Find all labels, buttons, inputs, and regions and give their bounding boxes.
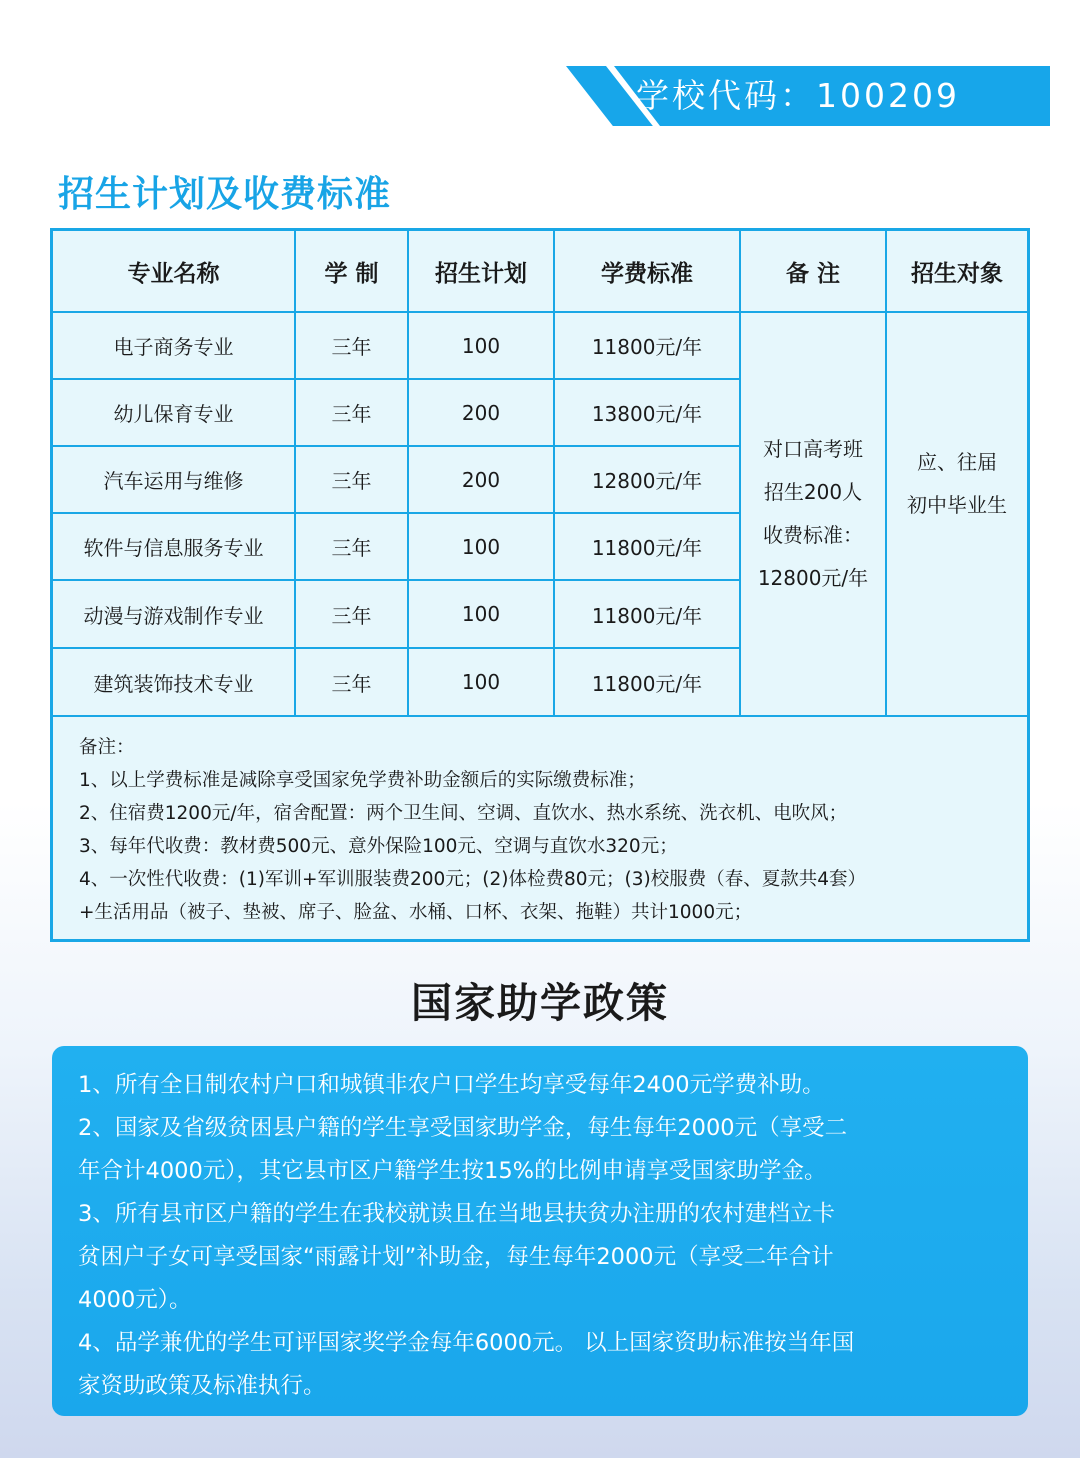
section-title: 招生计划及收费标准 bbox=[58, 174, 392, 215]
header-remark: 备 注 bbox=[741, 231, 887, 313]
policy-line: 3、所有县市区户籍的学生在我校就读且在当地县扶贫办注册的农村建档立卡 bbox=[78, 1201, 835, 1227]
table-row-major: 幼儿保育专业 bbox=[53, 380, 296, 447]
policy-line: 1、所有全日制农村户口和城镇非农户口学生均享受每年2400元学费补助。 bbox=[78, 1072, 825, 1098]
table-row-duration: 三年 bbox=[296, 313, 409, 380]
fee-notes bbox=[79, 731, 1009, 929]
table-row-plan: 200 bbox=[409, 380, 555, 447]
remark-cell bbox=[741, 313, 887, 717]
table-row-plan: 100 bbox=[409, 313, 555, 380]
remark-line: 招生200人 bbox=[763, 480, 863, 504]
table-row-duration: 三年 bbox=[296, 380, 409, 447]
header-major: 专业名称 bbox=[53, 231, 296, 313]
note-line: 3、每年代收费：教材费500元、意外保险100元、空调与直饮水320元； bbox=[79, 836, 678, 857]
note-line: +生活用品（被子、垫被、席子、脸盆、水桶、口杯、衣架、拖鞋）共计1000元； bbox=[79, 902, 753, 923]
note-line: 1、以上学费标准是减除享受国家免学费补助金额后的实际缴费标准； bbox=[79, 770, 646, 791]
remark-line: 对口高考班 bbox=[763, 437, 863, 461]
notes-heading: 备注： bbox=[79, 737, 135, 758]
table-row-duration: 三年 bbox=[296, 514, 409, 581]
table-row-plan: 100 bbox=[409, 514, 555, 581]
table-row-fee: 12800元/年 bbox=[555, 447, 741, 514]
table-row-plan: 100 bbox=[409, 649, 555, 717]
policy-line: 4000元）。 bbox=[78, 1287, 192, 1313]
policy-line: 贫困户子女可享受国家“雨露计划”补助金，每生每年2000元（享受二年合计 bbox=[78, 1244, 834, 1270]
table-row-duration: 三年 bbox=[296, 649, 409, 717]
fee-table-grid bbox=[53, 231, 1027, 717]
table-row-duration: 三年 bbox=[296, 581, 409, 649]
table-row-duration: 三年 bbox=[296, 447, 409, 514]
table-row-fee: 11800元/年 bbox=[555, 581, 741, 649]
table-row-major: 软件与信息服务专业 bbox=[53, 514, 296, 581]
policy-line: 2、国家及省级贫困县户籍的学生享受国家助学金，每生每年2000元（享受二 bbox=[78, 1115, 848, 1141]
table-row-major: 建筑装饰技术专业 bbox=[53, 649, 296, 717]
header-duration: 学 制 bbox=[296, 231, 409, 313]
policy-line: 4、品学兼优的学生可评国家奖学金每年6000元。 以上国家资助标准按当年国 bbox=[78, 1330, 855, 1356]
table-row-fee: 13800元/年 bbox=[555, 380, 741, 447]
school-code-text: 学校代码：100209 bbox=[636, 76, 960, 115]
header-fee: 学费标准 bbox=[555, 231, 741, 313]
header-plan: 招生计划 bbox=[409, 231, 555, 313]
note-line: 2、住宿费1200元/年，宿舍配置：两个卫生间、空调、直饮水、热水系统、洗衣机、电吹风； bbox=[79, 803, 848, 824]
table-row-plan: 200 bbox=[409, 447, 555, 514]
policy-title: 国家助学政策 bbox=[411, 979, 669, 1027]
remark-line: 12800元/年 bbox=[757, 566, 869, 590]
fee-table bbox=[50, 228, 1030, 942]
target-cell bbox=[887, 313, 1027, 717]
table-row-major: 动漫与游戏制作专业 bbox=[53, 581, 296, 649]
table-row-fee: 11800元/年 bbox=[555, 649, 741, 717]
policy-box bbox=[52, 1046, 1028, 1416]
policy-line: 家资助政策及标准执行。 bbox=[78, 1373, 326, 1399]
table-row-fee: 11800元/年 bbox=[555, 514, 741, 581]
school-code-banner bbox=[566, 66, 1050, 126]
table-row-major: 电子商务专业 bbox=[53, 313, 296, 380]
remark-line: 收费标准： bbox=[763, 523, 863, 547]
table-row-fee: 11800元/年 bbox=[555, 313, 741, 380]
target-line: 初中毕业生 bbox=[907, 493, 1007, 517]
target-line: 应、往届 bbox=[917, 450, 997, 474]
table-row-major: 汽车运用与维修 bbox=[53, 447, 296, 514]
header-target: 招生对象 bbox=[887, 231, 1027, 313]
note-line: 4、一次性代收费：(1)军训+军训服装费200元；(2)体检费80元；(3)校服费（春、夏款共4套） bbox=[79, 869, 867, 890]
policy-line: 年合计4000元），其它县市区户籍学生按15%的比例申请享受国家助学金。 bbox=[78, 1158, 827, 1184]
table-row-plan: 100 bbox=[409, 581, 555, 649]
